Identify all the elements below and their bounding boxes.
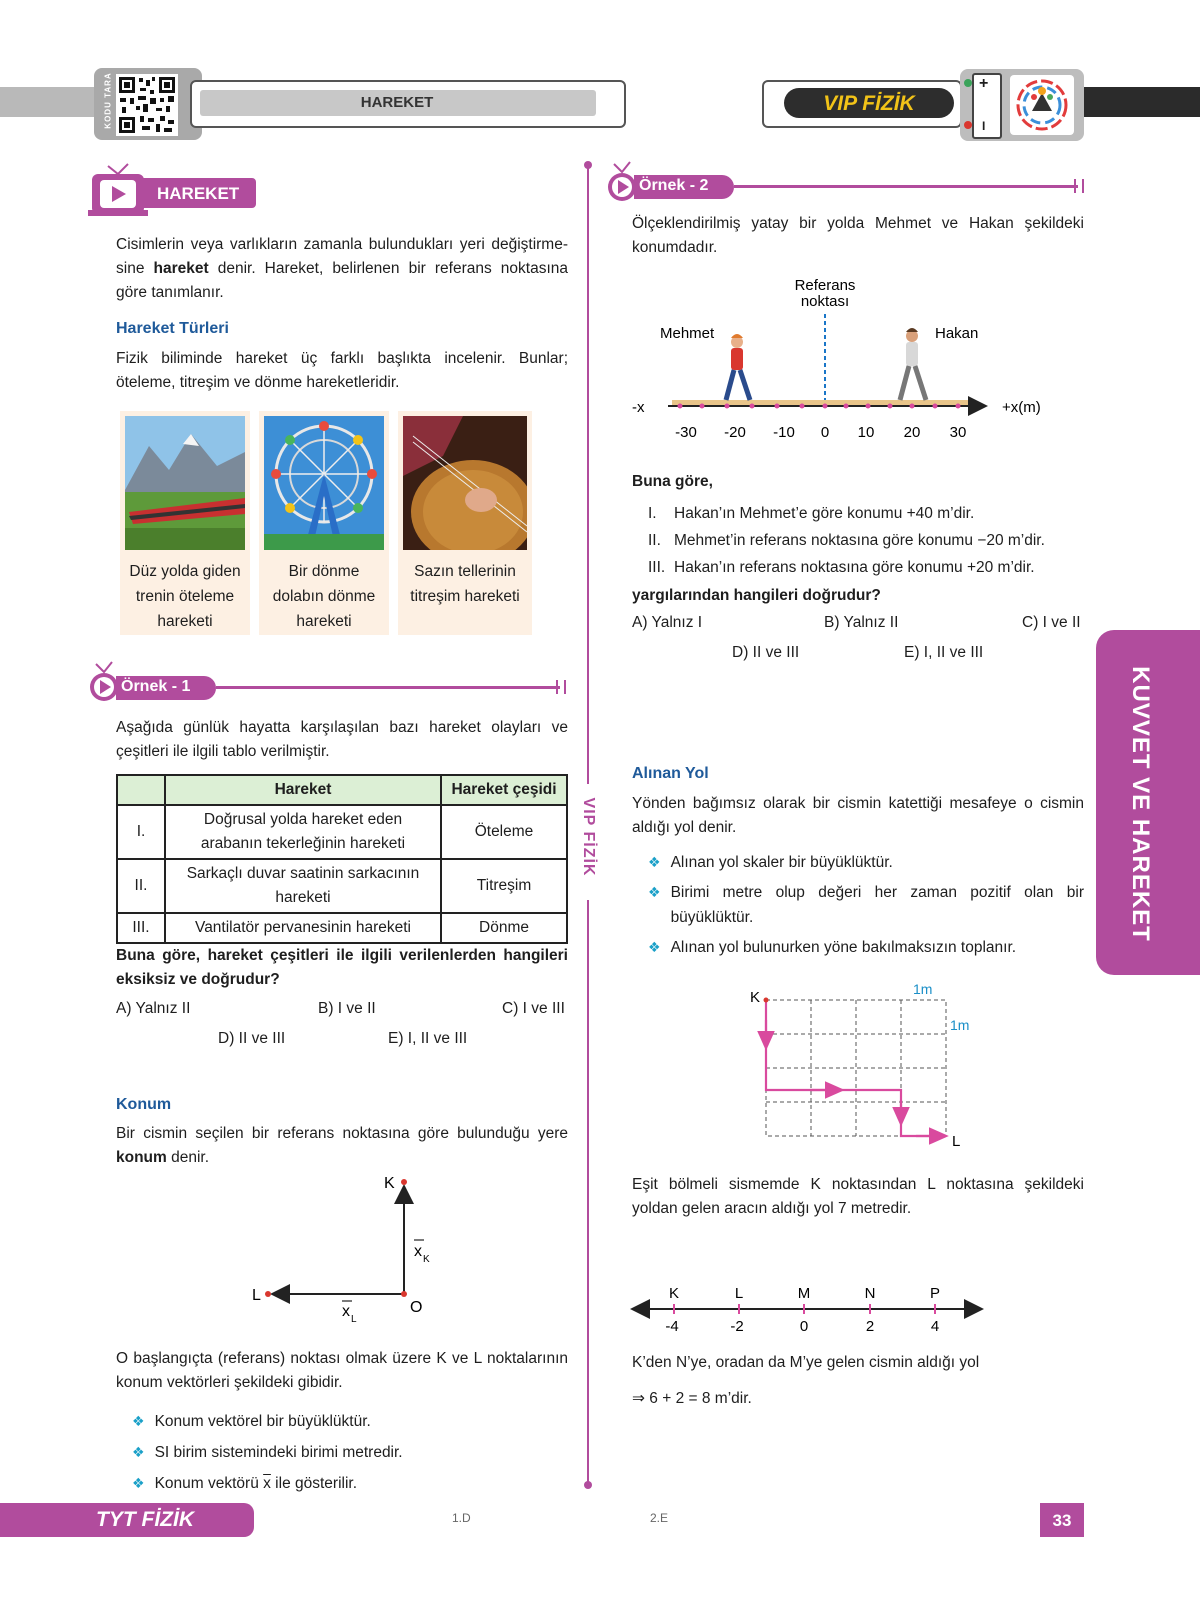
alinan-yol-bullets — [648, 850, 1084, 960]
table-cell: Sarkaçlı duvar saatinin sarkacının hareketi — [165, 859, 441, 913]
konum-heading: Konum — [116, 1096, 172, 1113]
ornek2-option-a[interactable]: A) Yalnız I — [632, 614, 703, 631]
intro-paragraph — [116, 233, 568, 305]
ornek1-option-c[interactable]: C) I ve III — [502, 1000, 565, 1017]
vector-x-symbol: $\overline{x}$ — [263, 1475, 271, 1492]
types-heading: Hareket Türleri — [116, 320, 229, 337]
ornek1-line — [216, 686, 560, 689]
intro-text-2: denir. Hareket, belirlenen bir referans noktasına göre tanımlanır. — [116, 260, 568, 301]
hakan-figure — [900, 328, 926, 400]
statement-item — [648, 527, 1088, 554]
diamond-bullet-icon: ❖ — [132, 1413, 145, 1429]
grid-unit-horizontal: 1m — [913, 981, 933, 997]
list-item — [132, 1468, 562, 1499]
axis-tick-dot — [750, 404, 755, 409]
table-header-cell: Hareket — [165, 775, 441, 805]
number-line-value: -4 — [665, 1318, 679, 1335]
number-line-value: 4 — [930, 1318, 940, 1335]
table-cell: Dönme — [441, 913, 567, 943]
bullet-text: Alınan yol skaler bir büyüklüktür. — [670, 854, 893, 871]
table-cell: II. — [117, 859, 165, 913]
table-header-cell: Hareket çeşidi — [441, 775, 567, 805]
example-result: ⇒ 6 + 2 = 8 m’dir. — [632, 1390, 752, 1407]
axis-tick-label: 30 — [949, 424, 967, 441]
diamond-bullet-icon: ❖ — [648, 884, 661, 900]
ornek2-line — [734, 185, 1078, 188]
ornek2-lead: Buna göre, — [632, 473, 713, 490]
hareket-table — [116, 774, 568, 944]
axis-tick-label: -10 — [773, 424, 795, 441]
axis-tick-label: -30 — [675, 424, 697, 441]
table-cell: I. — [117, 805, 165, 859]
statement-item — [648, 554, 1088, 581]
table-row — [117, 859, 567, 913]
footer-brand: TYT FİZİK — [96, 1508, 194, 1531]
point-k-dot — [401, 1179, 407, 1185]
page-number: 33 — [1052, 1511, 1072, 1530]
caption-saz: Sazın tellerinin titreşim hareketi — [410, 563, 520, 605]
saz-photo — [403, 416, 527, 550]
axis-tick-dot — [725, 404, 730, 409]
table-cell: Vantilatör pervanesinin hareketi — [165, 913, 441, 943]
label-k: K — [384, 1175, 395, 1192]
qr-block — [94, 68, 202, 140]
alinan-yol-text: Yönden bağımsız olarak bir cismin katettiği mesafeye o cismin aldığı yol denir. — [632, 795, 1084, 836]
ornek1-option-e[interactable]: E) I, II ve III — [388, 1030, 468, 1047]
ornek2-option-d[interactable]: D) II ve III — [732, 644, 800, 661]
label-xk: x — [414, 1243, 422, 1260]
diamond-bullet-icon: ❖ — [648, 939, 661, 955]
axis-tick-dot — [933, 404, 938, 409]
ornek2-option-c[interactable]: C) I ve II — [1022, 614, 1081, 631]
answer-key-1: 1.D — [452, 1511, 471, 1525]
statement-text: Hakan’ın Mehmet’e göre konumu +40 m’dir. — [674, 505, 975, 522]
label-o: O — [410, 1299, 423, 1316]
alinan-yol-heading: Alınan Yol — [632, 765, 709, 782]
ornek1-option-a[interactable]: A) Yalnız II — [116, 1000, 191, 1017]
bullet-text: ile gösterilir. — [270, 1475, 358, 1492]
battery-minus-label: I — [982, 119, 986, 133]
intro-keyword: hareket — [153, 260, 209, 277]
photo-card-saz — [398, 411, 532, 635]
statement-item — [648, 500, 1088, 527]
mehmet-label: Mehmet — [660, 325, 715, 342]
label-xl-sub: L — [351, 1314, 357, 1325]
column-divider-top — [587, 164, 589, 784]
divider-label: VIP FİZİK — [580, 797, 597, 877]
road-diagram — [632, 272, 1052, 448]
topic-title: HAREKET — [360, 94, 434, 111]
photo-card-train — [120, 411, 250, 635]
axis-tick-dot — [800, 404, 805, 409]
caption-ferris: Bir dönme dolabın dönme hareketi — [272, 563, 376, 630]
types-text: Fizik biliminde hareket üç farklı başlıkta incelenir. Bunlar; öteleme, titreşim ve dönme hareketleridir. — [116, 350, 568, 391]
konum-bullet-list — [132, 1406, 562, 1499]
table-header-cell — [117, 775, 165, 805]
number-line-letter: N — [864, 1285, 876, 1302]
number-line-letter: M — [797, 1285, 811, 1302]
brand-title: VIP FİZİK — [823, 92, 915, 115]
number-line-letter: P — [929, 1285, 941, 1302]
number-line-letter: K — [668, 1285, 680, 1302]
bullet-text: Alınan yol bulunurken yöne bakılmaksızın toplanır. — [670, 939, 1017, 956]
axis-tick-dot — [956, 404, 961, 409]
position-vector-diagram — [240, 1166, 450, 1326]
ornek1-title: Örnek - 1 — [121, 678, 191, 695]
play-tv-icon — [88, 160, 148, 222]
grid-label-k: K — [750, 989, 761, 1006]
ornek2-statements — [648, 500, 1088, 581]
section-title: HAREKET — [157, 184, 240, 203]
table-cell: Titreşim — [441, 859, 567, 913]
point-k-dot — [764, 998, 769, 1003]
battery-plus-label: + — [979, 75, 989, 92]
qr-label: KODU TARA — [103, 72, 113, 129]
ornek2-intro: Ölçeklendirilmiş yatay bir yolda Mehmet ve Hakan şekildeki konumdadır. — [632, 215, 1084, 256]
axis-neg-label: -x — [632, 399, 645, 416]
side-tab-label: KUVVET VE HAREKET — [1127, 666, 1154, 942]
label-l: L — [252, 1287, 261, 1304]
statement-numeral: II. — [648, 532, 661, 549]
label-xl: x — [342, 1303, 350, 1320]
ornek2-question: yargılarından hangileri doğrudur? — [632, 587, 881, 604]
bullet-text: Konum vektörü — [154, 1475, 264, 1492]
statement-text: Mehmet’in referans noktasına göre konumu −20 m’dir. — [674, 532, 1045, 549]
table-row — [117, 805, 567, 859]
column-divider-bottom — [587, 900, 589, 1485]
axis-tick-label: 0 — [820, 424, 830, 441]
topic-pill — [190, 80, 626, 128]
brand-pill — [762, 80, 962, 128]
ornek2-title: Örnek - 2 — [639, 177, 709, 194]
grid-label-l: L — [952, 1133, 961, 1150]
axis-tick-dot — [823, 404, 828, 409]
photo-card-ferris — [259, 411, 389, 635]
ornek1-option-b[interactable]: B) I ve II — [318, 1000, 376, 1017]
ref-label-line2: noktası — [800, 293, 850, 310]
table-cell: Öteleme — [441, 805, 567, 859]
ornek2-option-e[interactable]: E) I, II ve III — [904, 644, 984, 661]
number-line-diagram — [630, 1278, 990, 1338]
axis-tick-dot — [775, 404, 780, 409]
list-item — [132, 1406, 562, 1437]
example-text: K’den N’ye, oradan da M’ye gelen cismin aldığı yol — [632, 1354, 980, 1371]
number-line-value: 2 — [865, 1318, 875, 1335]
axis-tick-dot — [910, 404, 915, 409]
axis-tick-label: -20 — [724, 424, 746, 441]
divider-dot-bottom — [584, 1481, 592, 1489]
label-xk-sub: K — [423, 1254, 430, 1265]
statement-numeral: I. — [648, 505, 657, 522]
grid-path-diagram — [740, 980, 980, 1150]
table-cell: Doğrusal yolda hareket eden arabanın tekerleğinin hareketi — [165, 805, 441, 859]
table-header-row — [117, 775, 567, 805]
table-row — [117, 913, 567, 943]
table-cell: III. — [117, 913, 165, 943]
photo-panel — [120, 411, 532, 635]
battery-cap-top — [964, 79, 972, 87]
battery-cap-bottom — [964, 121, 972, 129]
list-item — [648, 880, 1084, 930]
header-left-bar — [0, 87, 98, 117]
diamond-bullet-icon: ❖ — [132, 1444, 145, 1460]
axis-tick-dot — [700, 404, 705, 409]
answer-key-2: 2.E — [650, 1511, 669, 1525]
grid-unit-vertical: 1m — [950, 1017, 970, 1033]
caption-train: Düz yolda giden trenin öteleme hareketi — [129, 563, 241, 630]
ornek1-option-d[interactable]: D) II ve III — [218, 1030, 286, 1047]
ferris-wheel-photo — [264, 416, 384, 550]
axis-tick-dot — [844, 404, 849, 409]
statement-numeral: III. — [648, 559, 666, 576]
grid-text: Eşit bölmeli sismemde K noktasından L noktasına şekildeki yoldan gelen aracın aldığı yol 7 metredir. — [632, 1176, 1084, 1217]
hakan-label: Hakan — [935, 325, 979, 342]
number-line-value: -2 — [730, 1318, 744, 1335]
axis-tick-dot — [866, 404, 871, 409]
point-l-dot — [265, 1291, 271, 1297]
list-item — [132, 1437, 562, 1468]
bullet-text: SI birim sistemindeki birimi metredir. — [154, 1444, 403, 1461]
statement-text: Hakan’ın referans noktasına göre konumu +20 m’dir. — [674, 559, 1035, 576]
bullet-text: Birimi metre olup değeri her zaman pozitif olan bir büyüklüktür. — [670, 884, 1084, 926]
axis-pos-label: +x(m) — [1002, 399, 1041, 416]
qr-code-icon[interactable] — [116, 74, 178, 136]
konum-keyword: konum — [116, 1149, 167, 1166]
axis-tick-dot — [678, 404, 683, 409]
axis-tick-label: 10 — [857, 424, 875, 441]
number-line-letter: L — [734, 1285, 744, 1302]
ref-label-line1: Referans — [794, 277, 856, 294]
number-line-value: 0 — [799, 1318, 809, 1335]
logo-icon — [1010, 75, 1074, 135]
train-photo — [125, 416, 245, 550]
list-item — [648, 935, 1084, 960]
ornek1-question: Buna göre, hareket çeşitleri ile ilgili verilenlerden hangileri eksiksiz ve doğrudur? — [116, 947, 568, 988]
header-right-bar — [1084, 87, 1200, 117]
battery-block — [960, 69, 1084, 141]
konum-text-2: denir. — [166, 1149, 210, 1166]
intro-text-1: Cisimlerin veya varlıkların zamanla bulundukları yeri değiştirme-sine — [116, 236, 568, 277]
diamond-bullet-icon: ❖ — [648, 854, 661, 870]
origin-dot — [401, 1291, 407, 1297]
axis-tick-dot — [888, 404, 893, 409]
ornek2-line-end — [1074, 179, 1084, 193]
list-item — [648, 850, 1084, 875]
ornek2-option-b[interactable]: B) Yalnız II — [824, 614, 899, 631]
diamond-bullet-icon: ❖ — [132, 1475, 145, 1491]
mehmet-figure — [726, 334, 750, 400]
divider-dot-top — [584, 161, 592, 169]
konum-text — [116, 1122, 568, 1170]
bullet-text: Konum vektörel bir büyüklüktür. — [154, 1413, 371, 1430]
axis-tick-label: 20 — [903, 424, 921, 441]
konum-after-text: O başlangıçta (referans) noktası olmak üzere K ve L noktalarının konum vektörleri şekildeki gibidir. — [116, 1350, 568, 1391]
ornek1-line-end — [556, 680, 566, 694]
konum-text-1: Bir cismin seçilen bir referans noktasına göre bulunduğu yere — [116, 1125, 568, 1142]
ornek1-intro: Aşağıda günlük hayatta karşılaşılan bazı hareket olayları ve çeşitleri ile ilgili tablo verilmiştir. — [116, 719, 568, 760]
